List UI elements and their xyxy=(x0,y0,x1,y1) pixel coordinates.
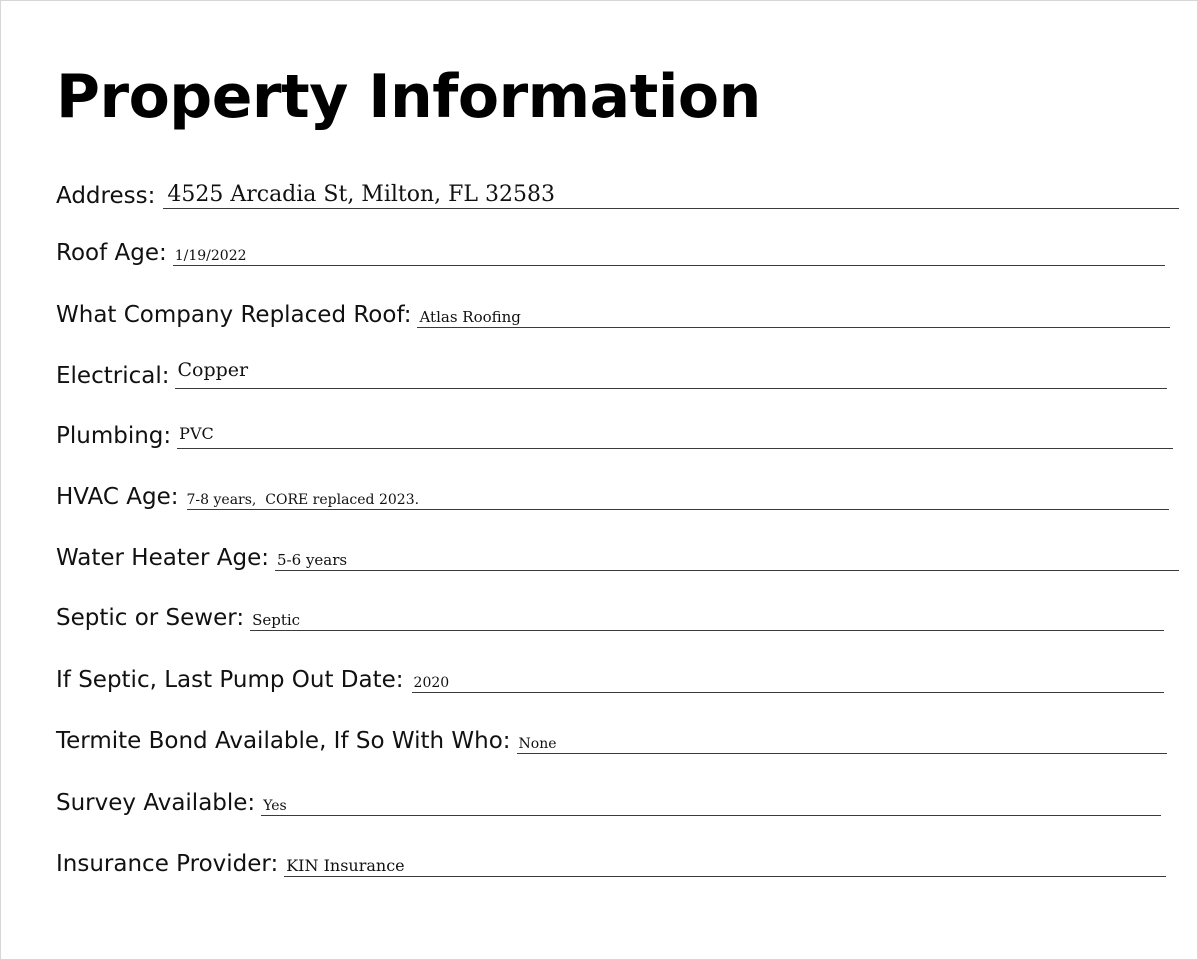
insurance-value: KIN Insurance xyxy=(286,856,405,875)
survey-field[interactable] xyxy=(261,790,1161,816)
plumbing-field[interactable] xyxy=(177,423,1173,449)
water-heater-row xyxy=(56,539,1179,571)
roof-age-label: Roof Age: xyxy=(56,240,167,266)
septic-sewer-label: Septic or Sewer: xyxy=(56,605,245,631)
plumbing-value: PVC xyxy=(179,424,214,443)
roof-age-field[interactable] xyxy=(173,240,1165,266)
hvac-row xyxy=(56,478,1169,510)
address-row xyxy=(56,177,1179,209)
water-heater-label: Water Heater Age: xyxy=(56,545,270,571)
hvac-label: HVAC Age: xyxy=(56,484,179,510)
electrical-row xyxy=(56,357,1167,389)
survey-row xyxy=(56,784,1161,816)
address-value: 4525 Arcadia St, Milton, FL 32583 xyxy=(167,182,556,207)
address-label: Address: xyxy=(56,183,156,209)
pump-out-field[interactable] xyxy=(412,667,1164,693)
septic-sewer-field[interactable] xyxy=(250,605,1164,631)
roof-company-label: What Company Replaced Roof: xyxy=(56,302,412,328)
pump-out-label: If Septic, Last Pump Out Date: xyxy=(56,667,404,693)
water-heater-value: 5-6 years xyxy=(277,551,348,569)
pump-out-value: 2020 xyxy=(413,675,450,691)
survey-label: Survey Available: xyxy=(56,790,256,816)
survey-value: Yes xyxy=(263,798,287,814)
electrical-value: Copper xyxy=(177,359,249,381)
pump-out-row xyxy=(56,661,1164,693)
address-field[interactable] xyxy=(163,179,1179,209)
water-heater-field[interactable] xyxy=(275,545,1179,571)
electrical-field[interactable] xyxy=(175,357,1167,389)
termite-bond-value: None xyxy=(518,736,557,752)
plumbing-row xyxy=(56,417,1173,449)
roof-age-value: 1/19/2022 xyxy=(174,248,247,264)
roof-company-value: Atlas Roofing xyxy=(419,308,521,326)
termite-bond-field[interactable] xyxy=(517,728,1167,754)
page-title: Property Information xyxy=(56,62,761,132)
insurance-label: Insurance Provider: xyxy=(56,851,279,877)
electrical-label: Electrical: xyxy=(56,363,170,389)
termite-bond-label: Termite Bond Available, If So With Who: xyxy=(56,728,511,754)
hvac-value: 7-8 years, CORE replaced 2023. xyxy=(186,492,420,508)
roof-company-field[interactable] xyxy=(417,302,1170,328)
insurance-field[interactable] xyxy=(284,851,1166,877)
roof-age-row xyxy=(56,234,1165,266)
septic-sewer-value: Septic xyxy=(252,611,301,629)
roof-company-row xyxy=(56,296,1170,328)
insurance-row xyxy=(56,845,1166,877)
plumbing-label: Plumbing: xyxy=(56,423,172,449)
termite-bond-row xyxy=(56,722,1167,754)
hvac-field[interactable] xyxy=(187,484,1169,510)
septic-sewer-row xyxy=(56,599,1164,631)
